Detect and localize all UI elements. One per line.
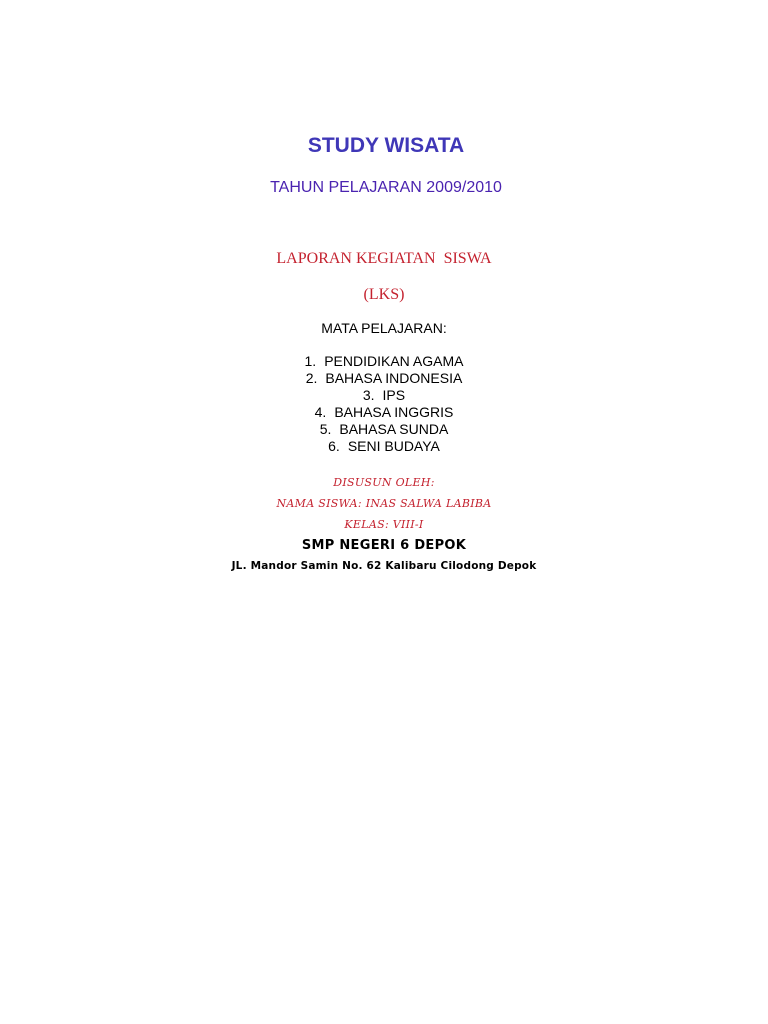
subject-label: IPS: [382, 387, 406, 403]
subject-number: 1.: [304, 353, 317, 369]
subject-label: BAHASA SUNDA: [339, 421, 449, 437]
subject-number: 3.: [362, 387, 375, 403]
subject-item: [0, 353, 768, 369]
report-title: LAPORAN KEGIATAN SISWA: [276, 250, 492, 267]
subject-label: BAHASA INDONESIA: [325, 370, 463, 386]
document-title: STUDY WISATA: [307, 134, 465, 157]
subject-item: [0, 387, 768, 403]
subject-item: [0, 370, 768, 386]
subject-label: BAHASA INGGRIS: [334, 404, 454, 420]
subject-label: SENI BUDAYA: [347, 438, 440, 454]
school-address: JL. Mandor Samin No. 62 Kalibaru Cilodong Depok: [231, 560, 537, 572]
school-name: SMP NEGERI 6 DEPOK: [301, 538, 467, 553]
subject-item: [0, 404, 768, 420]
subjects-heading: MATA PELAJARAN:: [321, 320, 447, 336]
academic-year: TAHUN PELAJARAN 2009/2010: [270, 179, 502, 196]
subject-number: 2.: [305, 370, 318, 386]
student-class: KELAS: VIII-I: [344, 518, 424, 531]
subject-number: 5.: [319, 421, 332, 437]
subject-number: 6.: [328, 438, 340, 454]
report-abbreviation: (LKS): [363, 286, 405, 303]
subject-item: [0, 421, 768, 437]
subject-number: 4.: [314, 404, 327, 420]
subject-label: PENDIDIKAN AGAMA: [324, 353, 464, 369]
subject-item: [0, 438, 768, 454]
student-name: NAMA SISWA: INAS SALWA LABIBA: [276, 497, 492, 510]
compiled-by: DISUSUN OLEH:: [333, 476, 435, 489]
